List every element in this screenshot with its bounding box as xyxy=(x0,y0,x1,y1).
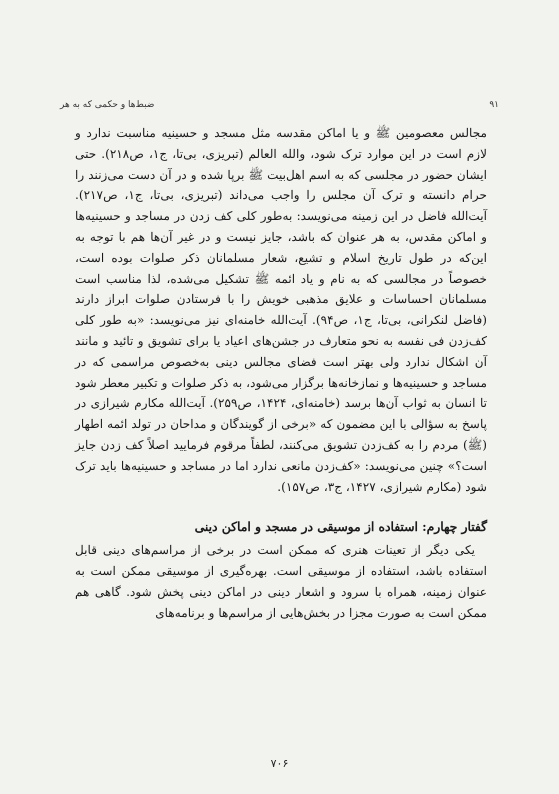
running-title: ضبط‌ها و حکمی که به هر xyxy=(60,100,155,110)
header-page-number: ۹۱ xyxy=(489,100,499,110)
page-number: ۷۰۶ xyxy=(270,757,289,770)
page-header xyxy=(60,97,499,113)
page-body xyxy=(75,123,487,623)
body-paragraph: مجالس معصومین ﷺ و یا اماکن مقدسه مثل مسجد و حسینیه مناسبت ندارد و لازم است در این موارد ترک شود، والله العالم (تبریزی، بی‌تا، ج۱، ص۲۱۸). حتی ایشان حضور در مجلسی که به اسم اهل‌بیت ﷺ برپا شده و در آن دست می‌زنند را حرام دانسته و ترک آن مجلس را واجب می‌داند (تبریزی، بی‌تا، ج۱، ص۲۱۷). آیت‌الله فاضل در این زمینه می‌نویسد: به‌طور کلی کف زدن در مساجد و حسینیه‌ها و اماکن مقدس، به هر عنوان که باشد، جایز نیست و در غیر آن‌ها هم با توجه به این‌که در طول تاریخ اسلام و تشیع، شعار مسلمانان ذکر صلوات بوده است، خصوصاً در مجالسی که به نام و یاد ائمه ﷺ تشکیل می‌شده، لذا مناسب است مسلمانان احساسات و علایق مذهبی خویش را با فرستادن صلوات ابراز دارند (فاضل لنکرانی، بی‌تا، ج۱، ص۹۴). آیت‌الله خامنه‌ای نیز می‌نویسد: «به طور کلی کف‌زدن فی نفسه به نحو متعارف در جشن‌های اعیاد یا برای تشویق و تائید و مانند آن اشکال ندارد ولی بهتر است فضای مجالس دینی به‌خصوص مراسمی که در مساجد و حسینیه‌ها و نمازخانه‌ها برگزار می‌شود، به ذکر صلوات و تکبیر معطر شود تا انسان به ثواب آن‌ها برسد (خامنه‌ای، ۱۴۲۴، ص۲۵۹). آیت‌الله مکارم شیرازی در پاسخ به سؤالی با این مضمون که «برخی از گویندگان و مداحان در تولد ائمه اطهار (ﷺ) مردم را به کف‌زدن تشویق می‌کنند، لطفاً مرقوم فرمایید اصلاً کف زدن جایز است؟» چنین می‌نویسد: «کف‌زدن مانعی ندارد اما در مساجد و حسینیه‌ها باید ترک شود (مکارم شیرازی، ۱۴۲۷، ج۳، ص۱۵۷). xyxy=(75,126,488,494)
section-title: گفتار چهارم: استفاده از موسیقی در مسجد و اماکن دینی xyxy=(194,519,487,535)
body-paragraph: یکی دیگر از تعینات هنری که ممکن است در برخی از مراسم‌های دینی قابل استفاده باشد، استفاده از موسیقی است. بهره‌گیری از موسیقی ممکن است به عنوان زمینه، همراه با سرود و اشعار دینی در اماکن دینی پخش شود. گاهی هم ممکن است به صورت مجزا در بخش‌هایی از مراسم‌ها و برنامه‌های xyxy=(75,543,487,620)
